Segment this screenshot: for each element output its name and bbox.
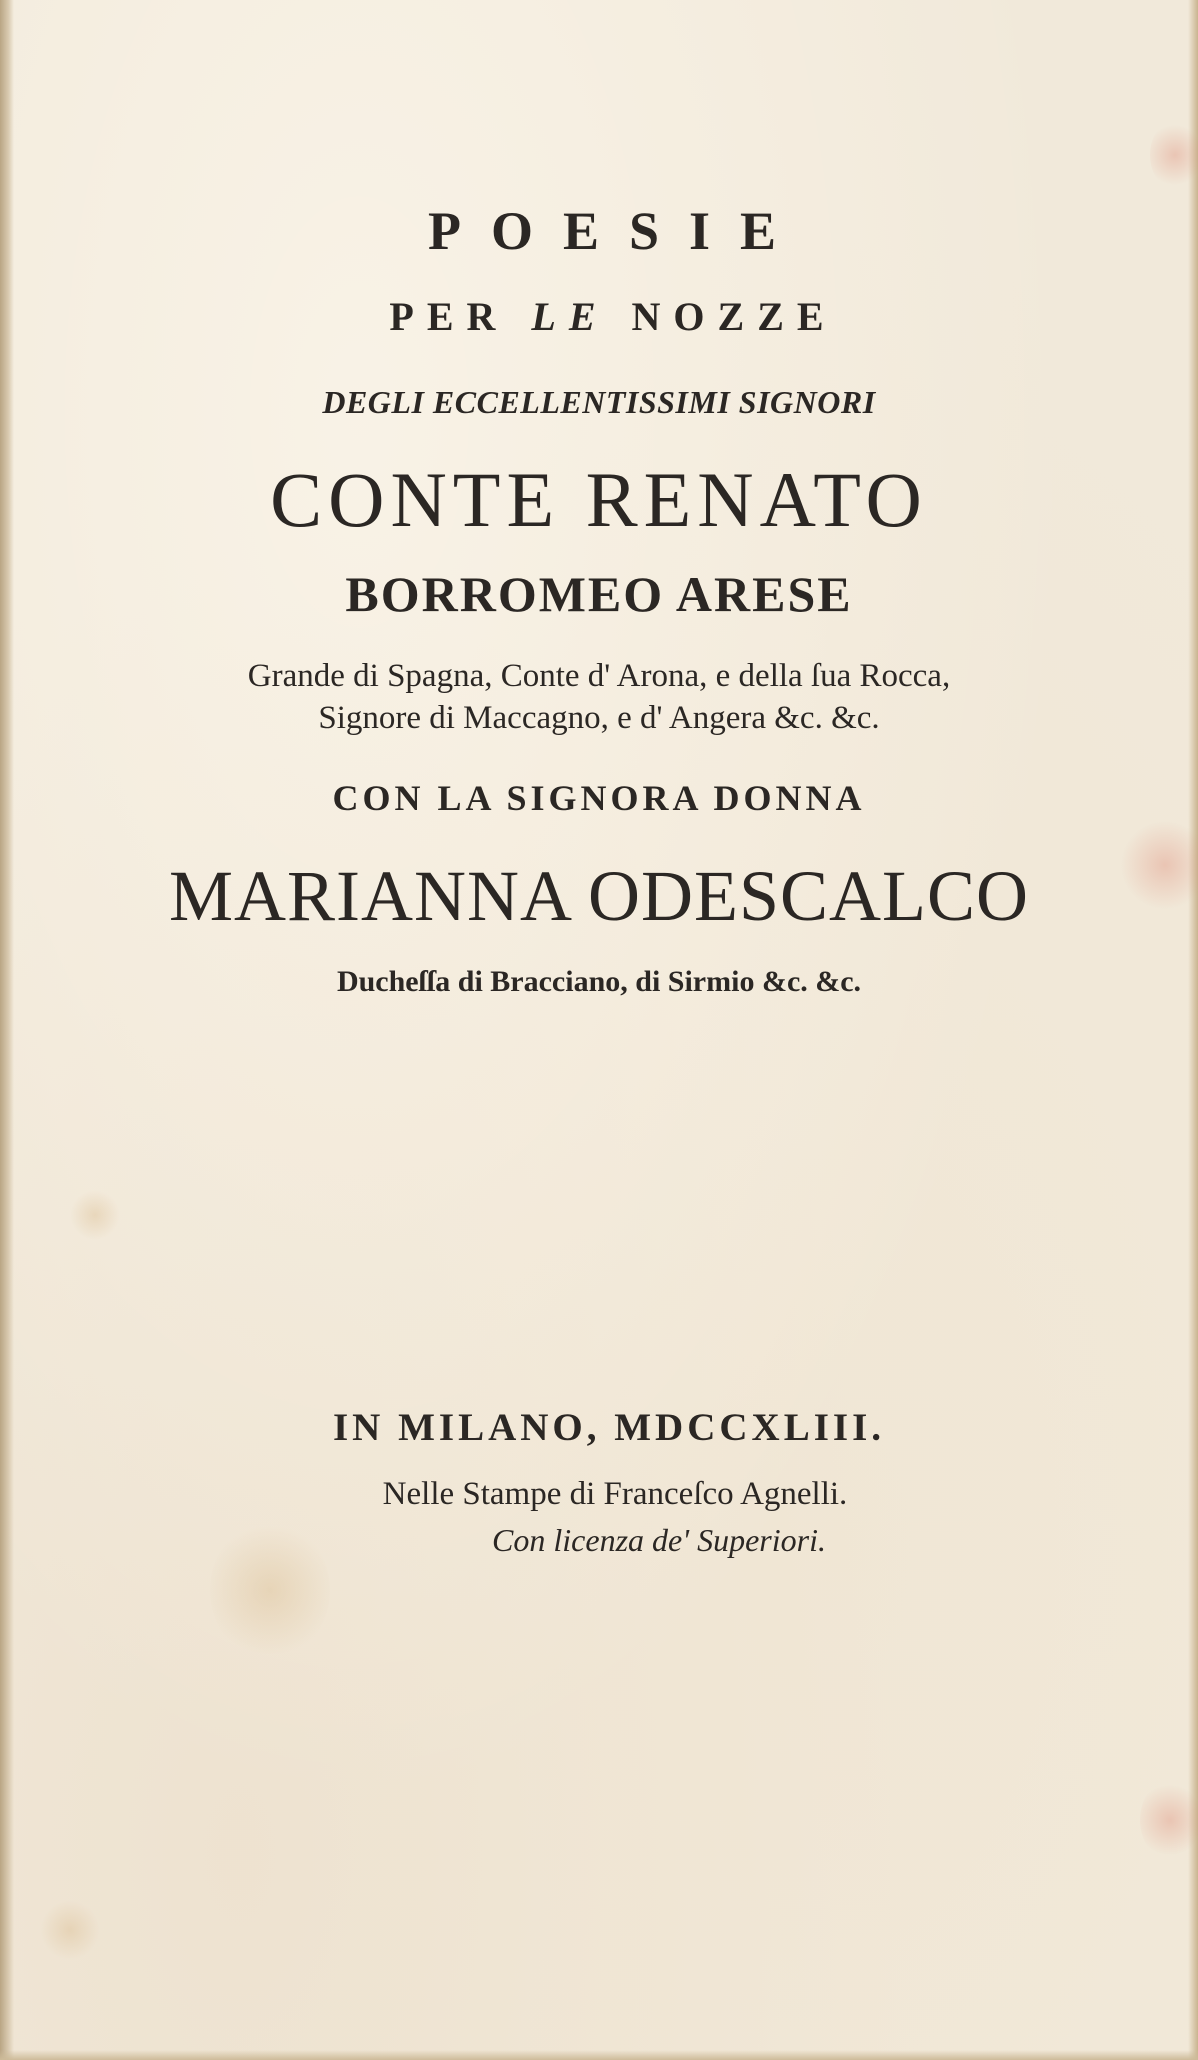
title: POESIE bbox=[427, 201, 807, 261]
paper-stain bbox=[1150, 120, 1198, 190]
subtitle-le: LE bbox=[531, 294, 609, 339]
groom-titles-line-2: Signore di Maccagno, e d' Angera &c. &c. bbox=[318, 700, 880, 736]
imprint-license: Con licenza de' Superiori. bbox=[492, 1522, 826, 1558]
groom-titles-line-1: Grande di Spagna, Conte d' Arona, e della ſua Rocca, bbox=[247, 658, 951, 694]
paper-stain bbox=[1140, 1780, 1198, 1860]
paper-foxing bbox=[40, 1900, 100, 1960]
groom-name: CONTE RENATO bbox=[270, 456, 928, 543]
paper-edge-bottom bbox=[0, 2050, 1198, 2060]
imprint-printer: Nelle Stampe di Franceſco Agnelli. bbox=[382, 1476, 848, 1512]
honorific: DEGLI ECCELLENTISSIMI SIGNORI bbox=[322, 384, 876, 420]
subtitle-per: PER bbox=[389, 294, 509, 339]
imprint-place-date: IN MILANO, MDCCXLIII. bbox=[332, 1406, 886, 1449]
subtitle bbox=[0, 293, 1198, 340]
paper-foxing bbox=[70, 1190, 120, 1240]
bride-name: MARIANNA ODESCALCO bbox=[168, 856, 1030, 936]
connector-line: CON LA SIGNORA DONNA bbox=[332, 778, 866, 818]
groom-surname: BORROMEO ARESE bbox=[345, 566, 853, 622]
subtitle-nozze: NOZZE bbox=[631, 294, 837, 339]
bride-titles: Ducheſſa di Bracciano, di Sirmio &c. &c. bbox=[336, 965, 862, 998]
